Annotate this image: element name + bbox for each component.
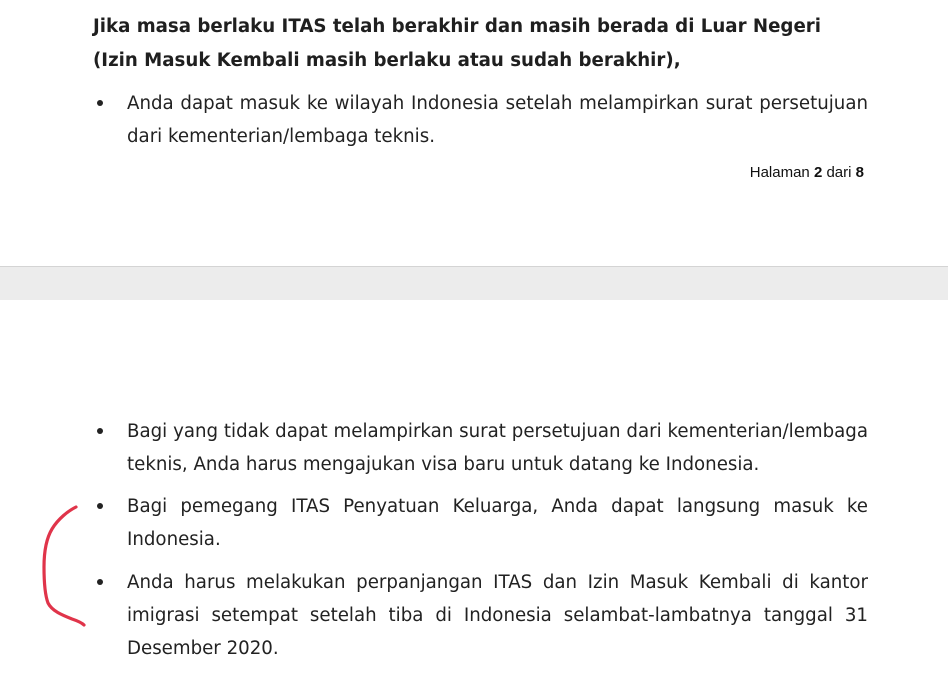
list-item <box>93 415 868 481</box>
list-item-text: Anda dapat masuk ke wilayah Indonesia setelah melampirkan surat persetujuan dari kementerian/lembaga teknis. <box>127 93 868 147</box>
page-separator-gap <box>0 266 948 300</box>
page-separator: dari <box>826 164 852 181</box>
list-item-text: Bagi yang tidak dapat melampirkan surat persetujuan dari kementerian/lembaga teknis, Anda harus mengajukan visa baru untuk datang ke Indonesia. <box>127 421 868 475</box>
annotation-stroke <box>44 507 84 625</box>
total-page-count: 8 <box>855 164 864 181</box>
bullet-icon <box>93 87 127 153</box>
page-label: Halaman <box>749 164 810 181</box>
section-heading: Jika masa berlaku ITAS telah berakhir dan masih berada di Luar Negeri (Izin Masuk Kembali masih berlaku atau sudah berakhir), <box>93 16 821 71</box>
list-item <box>93 87 868 153</box>
page-number-footer <box>750 163 864 183</box>
list-item <box>93 566 868 665</box>
list-item <box>93 490 868 556</box>
list-item-text: Anda harus melakukan perpanjangan ITAS dan Izin Masuk Kembali di kantor imigrasi setempat setelah tiba di Indonesia selambat-lambatnya tanggal 31 Desember 2020. <box>127 572 868 659</box>
document-page-2 <box>0 0 948 266</box>
list-item-text: Bagi pemegang ITAS Penyatuan Keluarga, Anda dapat langsung masuk ke Indonesia. <box>127 496 868 550</box>
handwritten-bracket-annotation <box>30 495 100 635</box>
bullet-icon <box>93 415 127 481</box>
current-page-number: 2 <box>813 164 823 181</box>
